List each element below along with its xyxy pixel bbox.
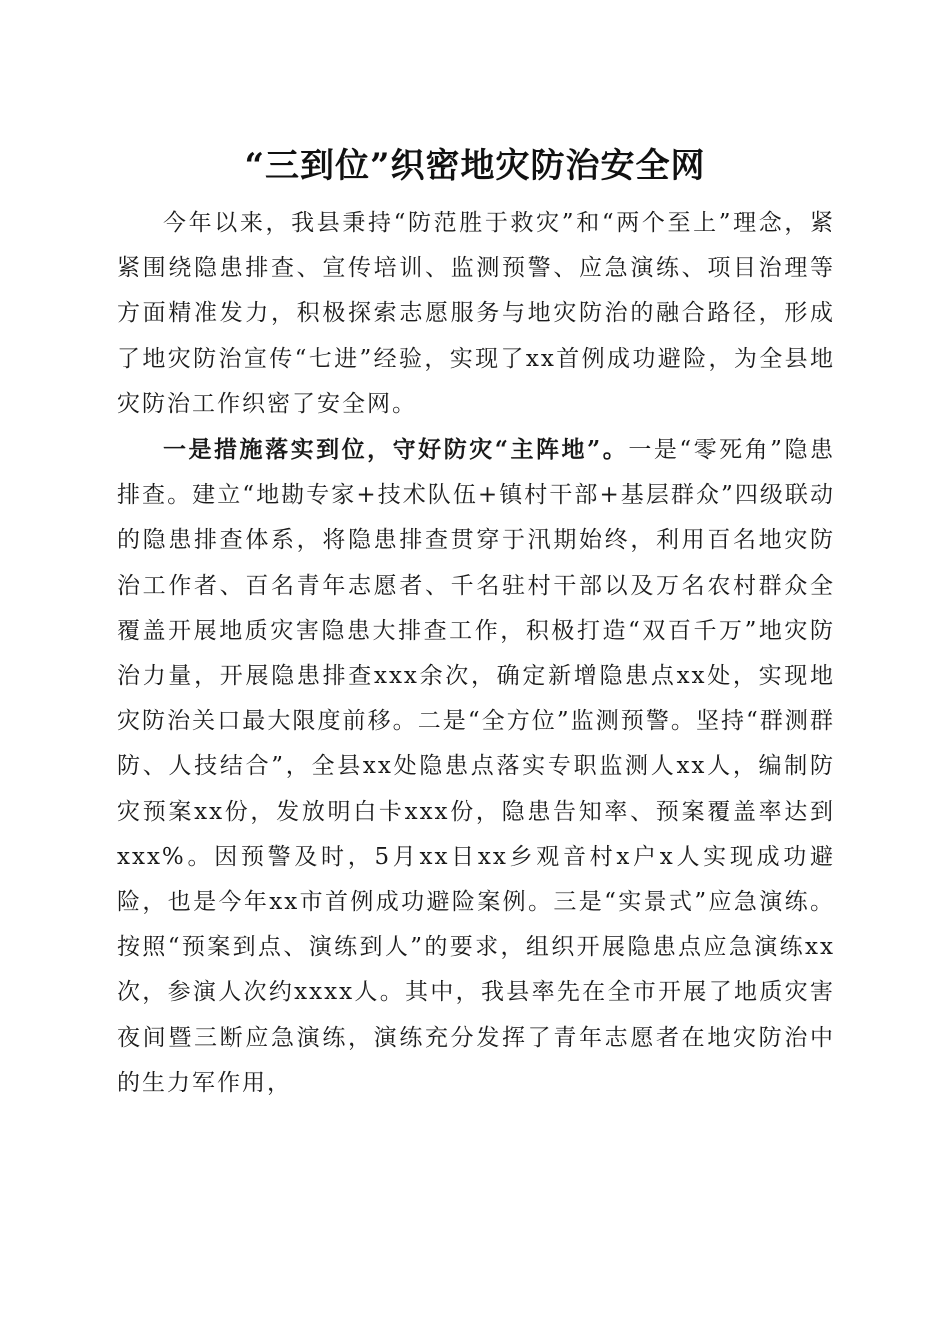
paragraph-intro — [117, 200, 835, 427]
paragraph-measures — [117, 427, 835, 1106]
document-title: “三到位”织密地灾防治安全网 — [244, 146, 706, 186]
document-body — [117, 200, 835, 1106]
paragraph-lead: 一是措施落实到位，守好防灾“主阵地”。 — [163, 436, 629, 464]
paragraph-text: 今年以来，我县秉持“防范胜于救灾”和“两个至上”理念，紧紧围绕隐患排查、宣传培训、监测预警、应急演练、项目治理等方面精准发力，积极探索志愿服务与地灾防治的融合路径，形成了地灾防治宣传“七进”经验，实现了xx首例成功避险，为全县地灾防治工作织密了安全网。 — [117, 210, 835, 417]
paragraph-text: 一是“零死角”隐患排查。建立“地勘专家+技术队伍+镇村干部+基层群众”四级联动的隐患排查体系，将隐患排查贯穿于汛期始终，利用百名地灾防治工作者、百名青年志愿者、千名驻村干部以及万名农村群众全覆盖开展地质灾害隐患大排查工作，积极打造“双百千万”地灾防治力量，开展隐患排查xxx余次，确定新增隐患点xx处，实现地灾防治关口最大限度前移。二是“全方位”监测预警。坚持“群测群防、人技结合”，全县xx处隐患点落实专职监测人xx人，编制防灾预案xx份，发放明白卡xxx份，隐患告知率、预案覆盖率达到xxx%。因预警及时，5月xx日xx乡观音村x户x人实现成功避险，也是今年xx市首例成功避险案例。三是“实景式”应急演练。按照“预案到点、演练到人”的要求，组织开展隐患点应急演练xx次，参演人次约xxxx人。其中，我县率先在全市开展了地质灾害夜间暨三断应急演练，演练充分发挥了青年志愿者在地灾防治中的生力军作用， — [117, 437, 835, 1096]
